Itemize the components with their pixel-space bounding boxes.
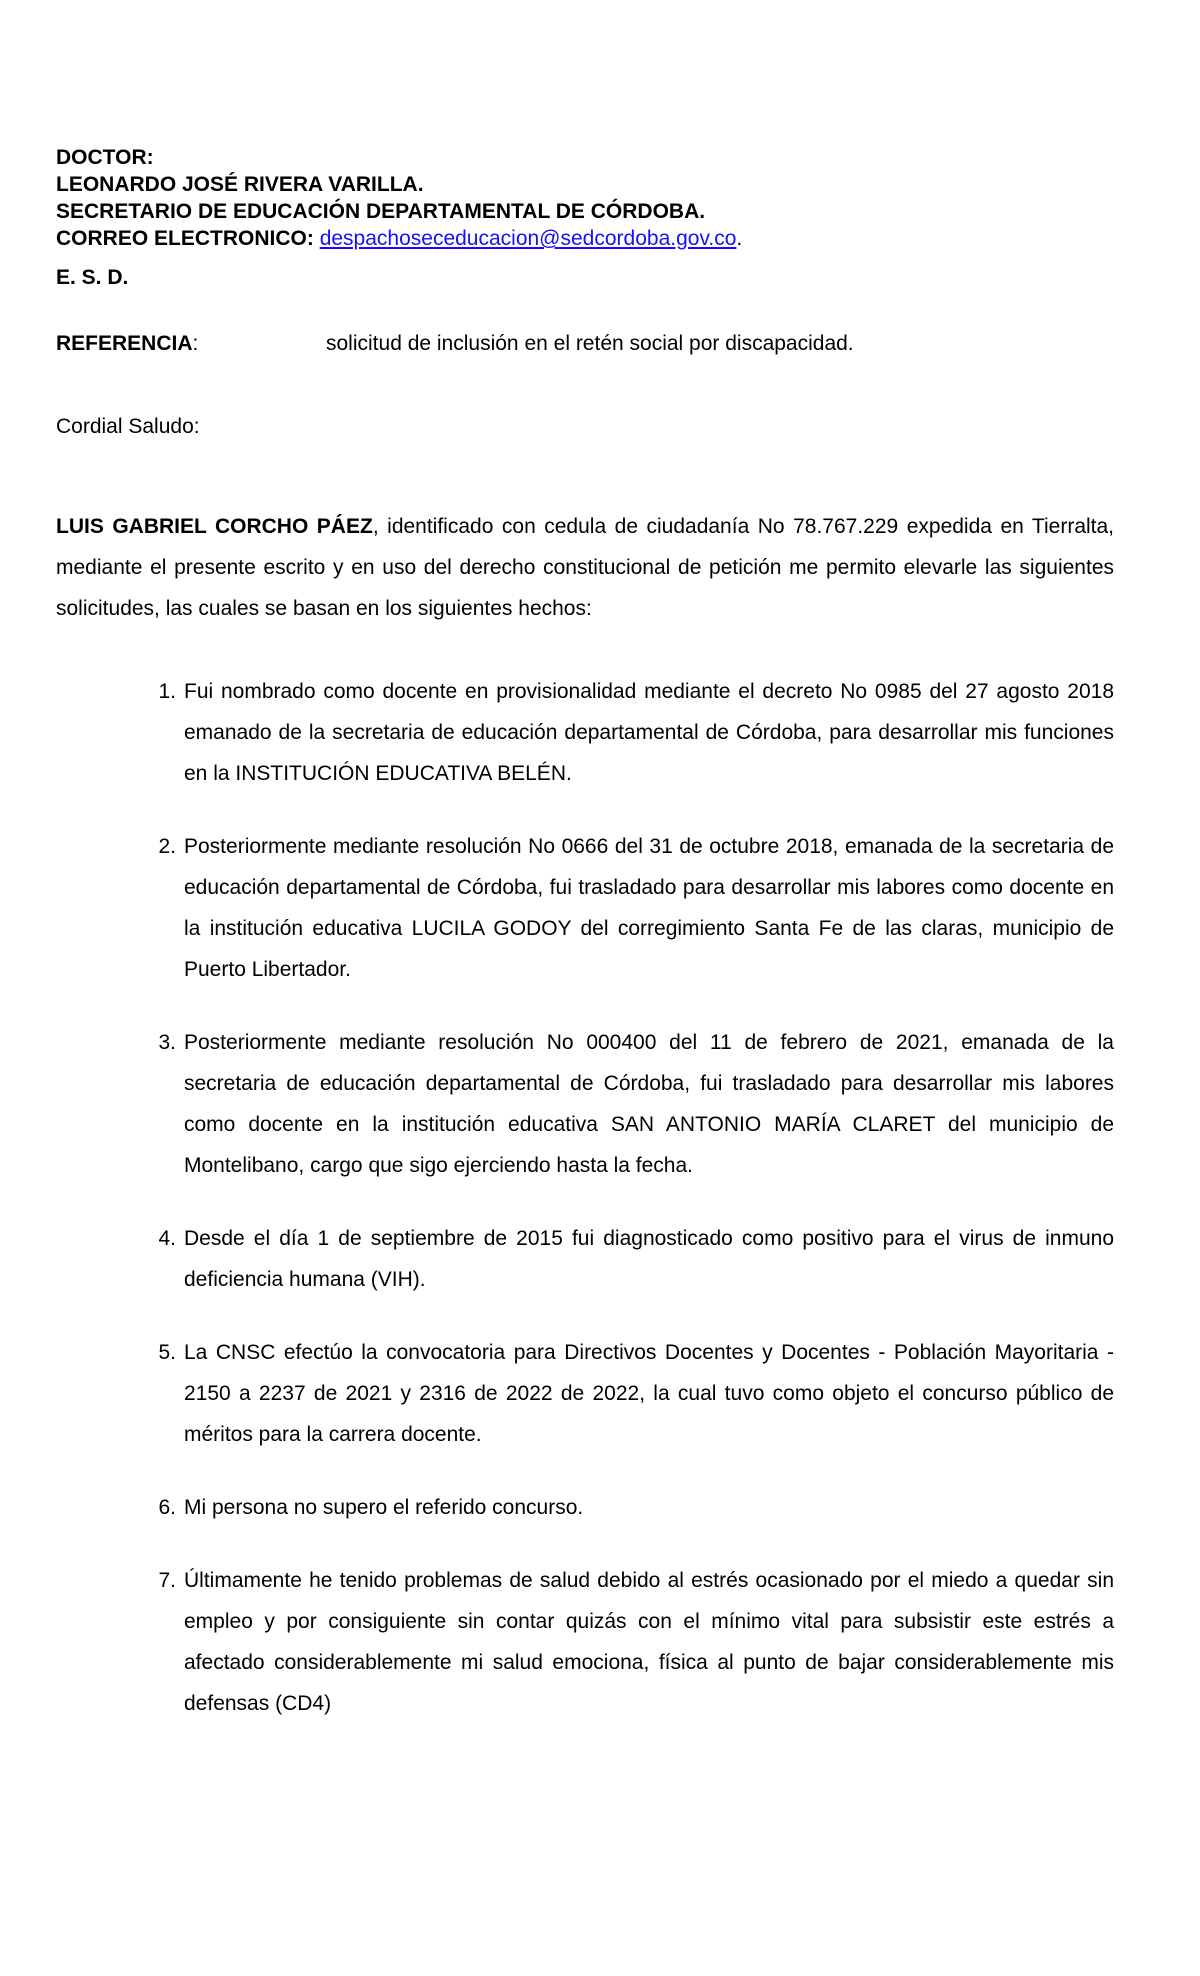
letter-header <box>56 144 1116 252</box>
list-item-text: Fui nombrado como docente en provisionalidad mediante el decreto No 0985 del 27 agosto 2018 emanado de la secretaria de educación departamental de Córdoba, para desarrollar mis funciones en la INSTITUCIÓN EDUCATIVA BELÉN. <box>184 680 1114 785</box>
list-item-number: 1. <box>158 680 176 703</box>
esd-abbreviation: E. S. D. <box>56 266 129 289</box>
list-item <box>158 1022 1114 1186</box>
list-item <box>158 826 1114 990</box>
list-item <box>158 1487 1114 1528</box>
list-item-number: 4. <box>158 1227 176 1250</box>
list-item-text: Posteriormente mediante resolución No 000400 del 11 de febrero de 2021, emanada de la secretaria de educación departamental de Córdoba, fui trasladado para desarrollar mis labores como docente en la institución educativa SAN ANTONIO MARÍA CLARET del municipio de Montelibano, cargo que sigo ejerciendo hasta la fecha. <box>184 1031 1114 1177</box>
greeting: Cordial Saludo: <box>56 415 200 438</box>
list-item-text: Últimamente he tenido problemas de salud debido al estrés ocasionado por el miedo a quedar sin empleo y por consiguiente sin contar quizás con el mínimo vital para subsistir este estrés a afectado considerablemente mi salud emociona, física al punto de bajar considerablemente mis defensas (CD4) <box>184 1569 1114 1715</box>
salutation: DOCTOR: <box>56 146 154 169</box>
list-item <box>158 1560 1114 1724</box>
list-item-number: 6. <box>158 1496 176 1519</box>
email-link[interactable]: despachoseceducacion@sedcordoba.gov.co <box>319 227 737 250</box>
list-item-number: 5. <box>158 1341 176 1364</box>
petitioner-name: LUIS GABRIEL CORCHO PÁEZ <box>56 515 373 538</box>
recipient-title: SECRETARIO DE EDUCACIÓN DEPARTAMENTAL DE CÓRDOBA. <box>56 200 706 223</box>
list-item-text: Posteriormente mediante resolución No 0666 del 31 de octubre 2018, emanada de la secretaria de educación departamental de Córdoba, fui trasladado para desarrollar mis labores como docente en la institución educativa LUCILA GODOY del corregimiento Santa Fe de las claras, municipio de Puerto Libertador. <box>184 835 1114 981</box>
email-trailing-period: . <box>736 227 743 250</box>
email-label: CORREO ELECTRONICO: <box>56 227 314 250</box>
facts-list <box>0 671 1200 1756</box>
reference-label <box>56 332 198 356</box>
reference-colon: : <box>192 332 199 355</box>
email-line <box>56 225 1116 252</box>
list-item <box>158 671 1114 794</box>
list-item-text: Mi persona no supero el referido concurso. <box>184 1496 584 1519</box>
list-item-number: 3. <box>158 1031 176 1054</box>
intro-paragraph <box>56 506 1114 629</box>
reference-text: solicitud de inclusión en el retén social por discapacidad. <box>326 332 854 355</box>
reference-label-text: REFERENCIA <box>56 332 193 355</box>
list-item <box>158 1218 1114 1300</box>
list-item <box>158 1332 1114 1455</box>
list-item-number: 7. <box>158 1569 176 1592</box>
intro-text: , identificado con cedula de ciudadanía No 78.767.229 expedida en Tierralta, mediante el presente escrito y en uso del derecho constitucional de petición me permito elevarle las siguientes solicitudes, las cuales se basan en los siguientes hechos: <box>56 515 1115 620</box>
list-item-number: 2. <box>158 835 176 858</box>
recipient-name: LEONARDO JOSÉ RIVERA VARILLA. <box>56 173 424 196</box>
list-item-text: Desde el día 1 de septiembre de 2015 fui diagnosticado como positivo para el virus de inmuno deficiencia humana (VIH). <box>184 1227 1114 1291</box>
list-item-text: La CNSC efectúo la convocatoria para Directivos Docentes y Docentes - Población Mayoritaria - 2150 a 2237 de 2021 y 2316 de 2022 de 2022, la cual tuvo como objeto el concurso público de méritos para la carrera docente. <box>184 1341 1114 1446</box>
